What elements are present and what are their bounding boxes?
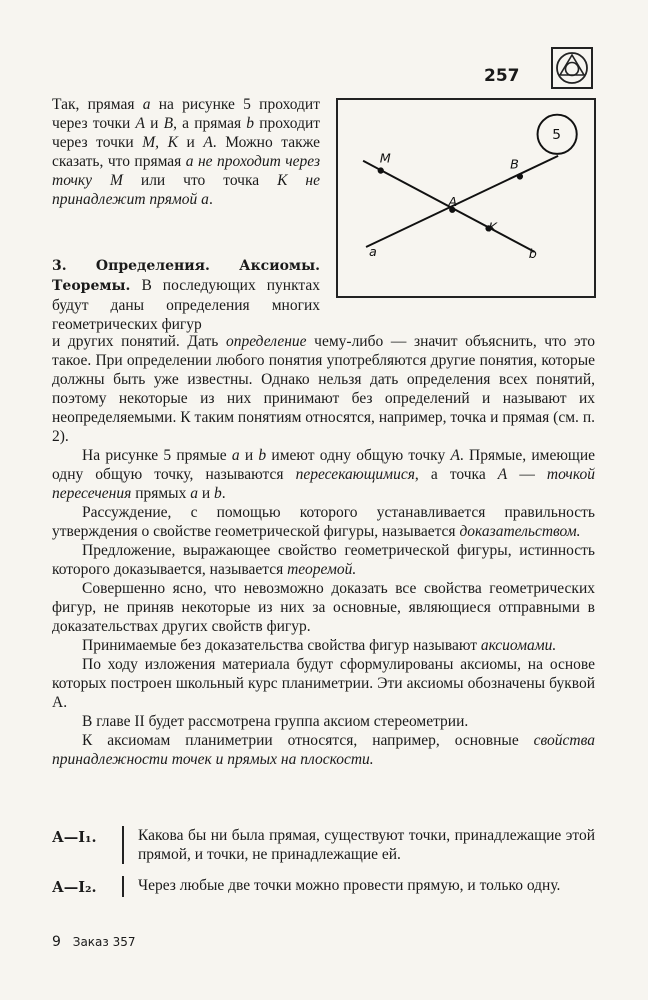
paragraph-planimetry: По ходу изложения материала будут сформулированы аксиомы, на основе которых построен школьный курс планиметрии. Эти аксиомы обозначены буквой А. bbox=[52, 656, 595, 711]
section-3-intro: 3. Определения. Аксиомы. Теоремы. В последующих пунктах будут даны определения многих геометрических фигур bbox=[52, 258, 320, 333]
section-3-body bbox=[52, 332, 595, 769]
paragraph-membership: К аксиомам планиметрии относятся, например, основные свойства принадлежности точек и прямых на плоскости. bbox=[52, 732, 595, 768]
paragraph-intersection: На рисунке 5 прямые a и b имеют одну общую точку A. Прямые, имеющие одну общую точку, называются пересекающимися, а точка A — точкой пересечения прямых a и b. bbox=[52, 447, 596, 502]
point-b bbox=[517, 173, 523, 179]
label-k: K bbox=[488, 220, 497, 236]
print-order: Заказ 357 bbox=[72, 935, 136, 949]
paragraph-theorem: Предложение, выражающее свойство геометрической фигуры, истинность которого доказывается, называется теоремой. bbox=[52, 542, 595, 578]
axiom-text: Через любые две точки можно провести прямую, и только одну. bbox=[122, 876, 595, 897]
figure-number: 5 bbox=[552, 127, 561, 144]
section-heading: 3. Определения. Аксиомы. Теоремы. bbox=[52, 258, 320, 294]
page-number: 257 bbox=[484, 66, 520, 86]
figure-5 bbox=[336, 98, 596, 298]
label-line-b: b bbox=[528, 246, 537, 262]
chapter-emblem-icon bbox=[551, 47, 593, 89]
line-a bbox=[366, 156, 558, 247]
paragraph-chapter-2: В главе II будет рассмотрена группа аксиом стереометрии. bbox=[82, 713, 469, 730]
axiom-label: А—I₂. bbox=[52, 879, 97, 896]
label-a: A bbox=[448, 194, 458, 210]
point-m bbox=[378, 167, 384, 173]
axiom-label: А—I₁. bbox=[52, 829, 97, 846]
axiom-list bbox=[52, 826, 595, 909]
figure-5-drawing bbox=[338, 100, 594, 296]
axiom-item bbox=[52, 876, 595, 897]
paragraph-properties: Совершенно ясно, что невозможно доказать все свойства геометрических фигур, не приняв некоторые из них за основные, являющиеся отправными в доказательствах других свойств фигур. bbox=[52, 580, 595, 635]
page-footer bbox=[52, 934, 352, 950]
label-line-a: a bbox=[368, 244, 377, 260]
label-b: B bbox=[510, 157, 519, 173]
intro-paragraph: Так, прямая a на рисунке 5 проходит через точки A и B, а прямая b проходит через точки M, K и A. Можно также сказать, что прямая a не проходит через точку M или что точка K не принадлежит прямой a. bbox=[52, 96, 321, 208]
axiom-text: Какова бы ни была прямая, существуют точки, принадлежащие этой прямой, и точки, не принадлежащие ей. bbox=[122, 826, 595, 864]
paragraph-axioms-def: Принимаемые без доказательства свойства фигур называют аксиомами. bbox=[82, 637, 557, 654]
axiom-item bbox=[52, 826, 595, 864]
paragraph-definition: и других понятий. Дать определение чему-либо — значит объяснить, что это такое. При определении любого понятия употребляются другие понятия, которые должны быть уже известны. Однако нельзя дать определения всех понятий, поэтому некоторые из них принимают без определений и называют их неопределяемыми. К таким понятиям относятся, например, точка и прямая (см. п. 2). bbox=[52, 333, 595, 445]
paragraph-proof: Рассуждение, с помощью которого устанавливается правильность утверждения о свойстве геометрической фигуры, называется доказательством. bbox=[52, 504, 595, 540]
label-m: M bbox=[379, 151, 391, 167]
sheet-number: 9 bbox=[52, 934, 61, 950]
